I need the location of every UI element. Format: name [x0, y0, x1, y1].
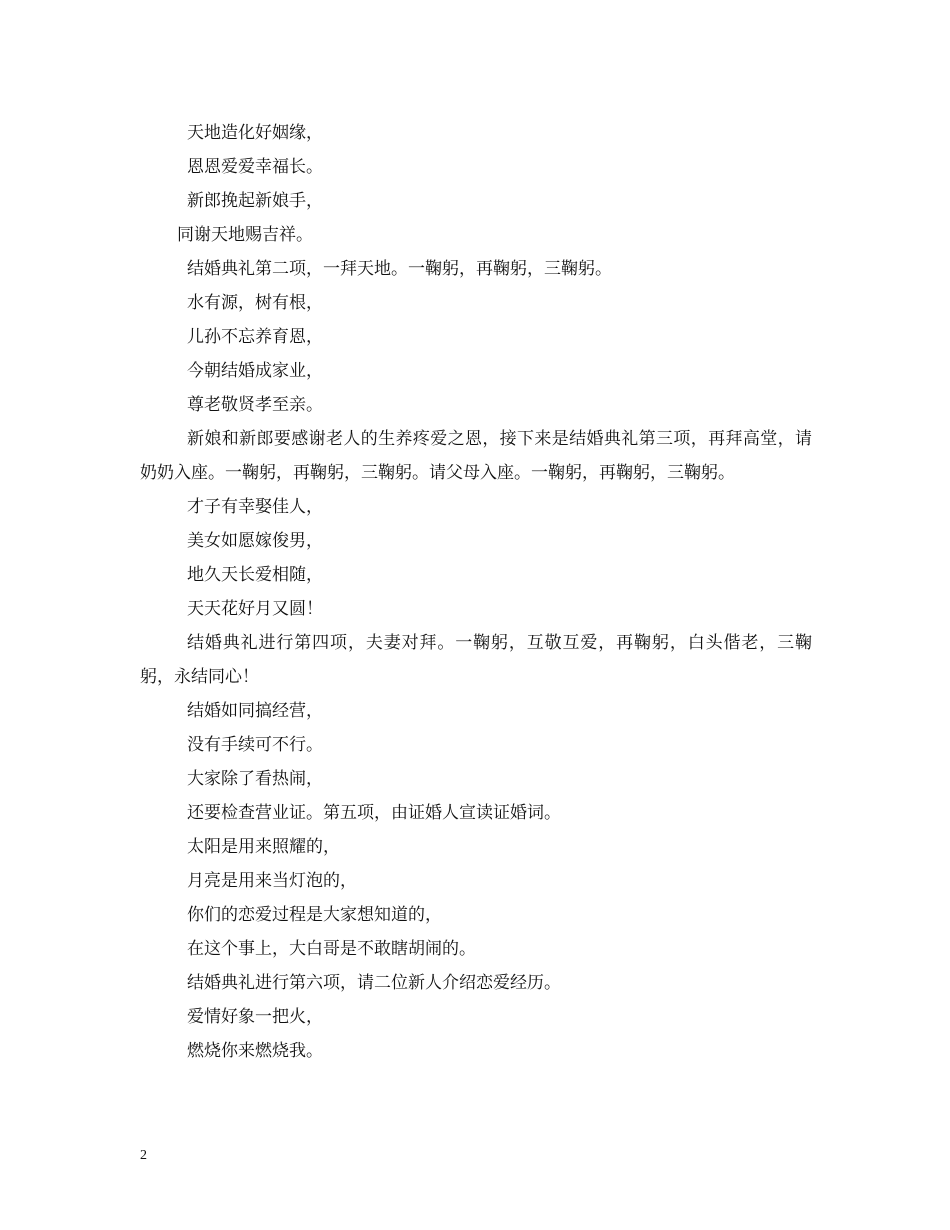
text-line: 天地造化好姻缘， [187, 123, 323, 143]
text-line: 天天花好月又圆！ [187, 599, 323, 619]
text-line: 爱情好象一把火， [187, 1007, 323, 1027]
text-line: 新郎挽起新娘手， [187, 191, 323, 211]
text-line: 太阳是用来照耀的， [187, 837, 340, 857]
text-paragraph: 结婚典礼进行第四项，夫妻对拜。一鞠躬，互敬互爱，再鞠躬，白头偕老，三鞠躬，永结同心！ [140, 633, 812, 687]
text-line: 美女如愿嫁俊男， [187, 531, 323, 551]
text-line: 恩恩爱爱幸福长。 [187, 157, 323, 177]
text-line: 在这个事上，大白哥是不敢瞎胡闹的。 [187, 939, 476, 959]
text-line: 结婚如同搞经营， [187, 701, 323, 721]
page-number: 2 [140, 1148, 147, 1163]
text-paragraph: 新娘和新郎要感谢老人的生养疼爱之恩，接下来是结婚典礼第三项，再拜高堂，请奶奶入座。一鞠躬，再鞠躬，三鞠躬。请父母入座。一鞠躬，再鞠躬，三鞠躬。 [140, 429, 812, 483]
text-line: 没有手续可不行。 [187, 735, 323, 755]
text-line: 水有源，树有根， [187, 293, 323, 313]
document-body [140, 116, 812, 1068]
text-line: 才子有幸娶佳人， [187, 497, 323, 517]
text-line: 结婚典礼第二项，一拜天地。一鞠躬，再鞠躬，三鞠躬。 [187, 259, 612, 279]
text-line: 同谢天地赐吉祥。 [177, 225, 313, 245]
text-line: 还要检查营业证。第五项，由证婚人宣读证婚词。 [187, 803, 561, 823]
text-line: 大家除了看热闹， [187, 769, 323, 789]
text-line: 你们的恋爱过程是大家想知道的， [187, 905, 442, 925]
text-line: 今朝结婚成家业， [187, 361, 323, 381]
text-line: 月亮是用来当灯泡的， [187, 871, 357, 891]
text-line: 地久天长爱相随， [187, 565, 323, 585]
text-line: 燃烧你来燃烧我。 [187, 1041, 323, 1061]
text-line: 儿孙不忘养育恩， [187, 327, 323, 347]
text-line: 结婚典礼进行第六项，请二位新人介绍恋爱经历。 [187, 973, 561, 993]
text-line: 尊老敬贤孝至亲。 [187, 395, 323, 415]
